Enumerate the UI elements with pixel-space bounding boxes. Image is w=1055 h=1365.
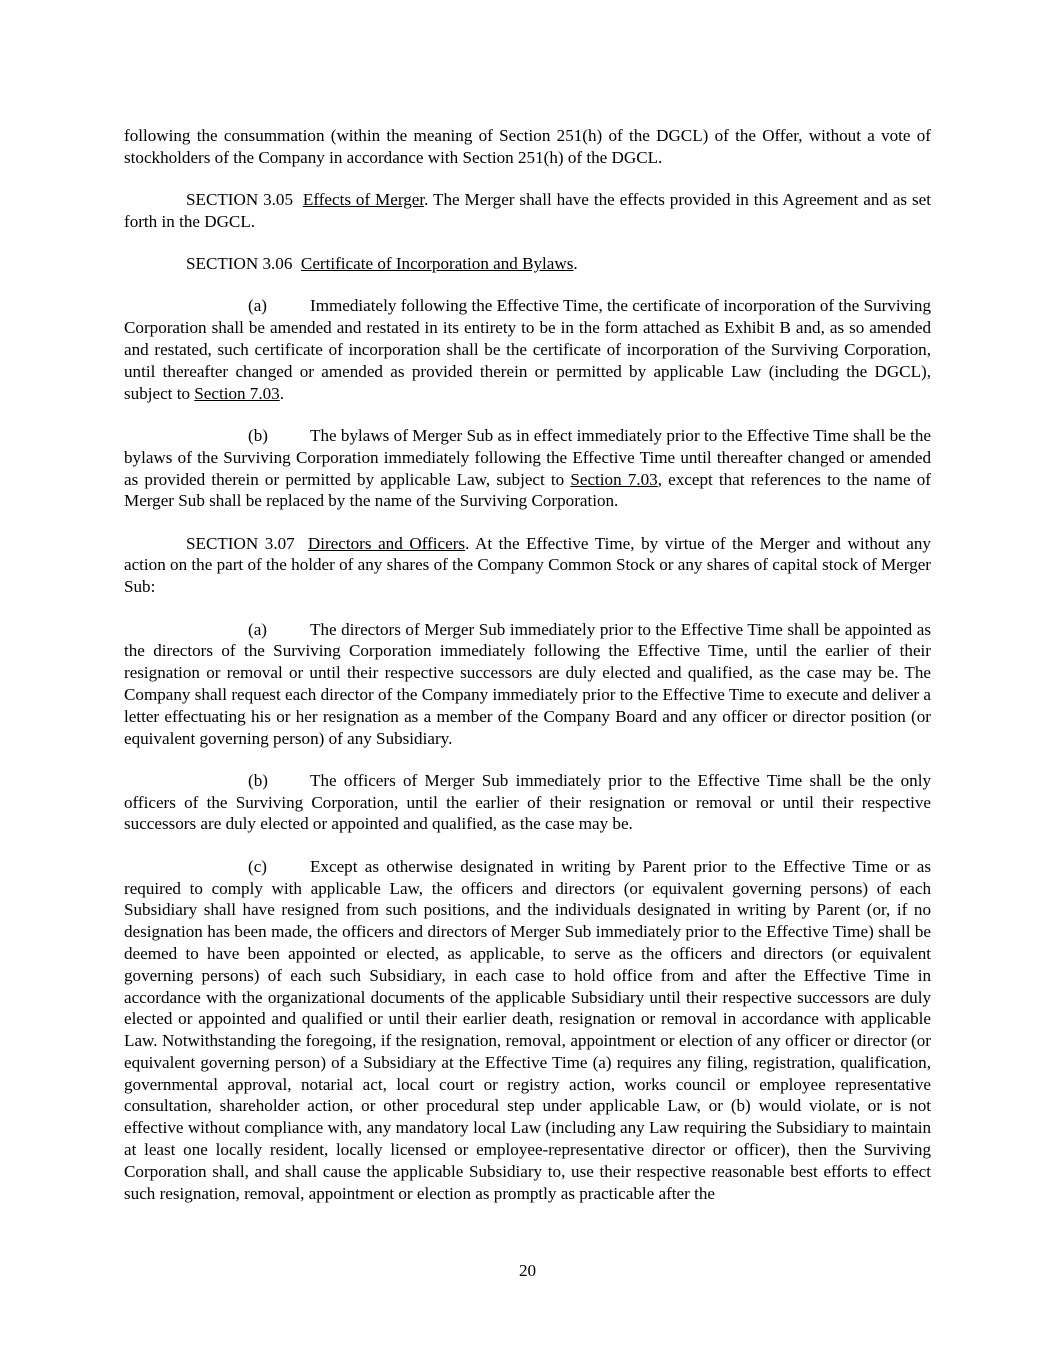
- subsection-3-06-a: [124, 295, 931, 404]
- section-3-05: [124, 189, 931, 233]
- subsection-text: The officers of Merger Sub immediately prior to the Effective Time shall be the only officers of the Surviving Corporation, until the earlier of their resignation or removal or until their respective successors are duly elected or appointed and qualified, as the case may be.: [124, 770, 931, 834]
- section-3-06: [124, 253, 931, 275]
- continuation-paragraph: following the consummation (within the meaning of Section 251(h) of the DGCL) of the Offer, without a vote of stockholders of the Company in accordance with Section 251(h) of the DGCL.: [124, 126, 931, 167]
- section-3-07: [124, 533, 931, 598]
- subsection-text: Except as otherwise designated in writing by Parent prior to the Effective Time or as required to comply with applicable Law, the officers and directors (or equivalent governing persons) of each Subsidiary shall have resigned from such positions, and the individuals designated in writing by Parent (or, if no designation has been made, the officers and directors of Merger Sub immediately prior to the Effective Time) shall be deemed to have been appointed or elected, as applicable, to serve as the officers and directors (or equivalent governing persons) of each such Subsidiary, in each case to hold office from and after the Effective Time in accordance with the organizational documents of the applicable Subsidiary until their respective successors are duly elected or appointed and qualified or until their earlier death, resignation or removal in accordance with applicable Law. Notwithstanding the foregoing, if the resignation, removal, appointment or election of any officer or director (or equivalent governing person) of a Subsidiary at the Effective Time (a) requires any filing, registration, qualification, governmental approval, notarial act, local court or registry action, works council or employee representative consultation, shareholder action, or other procedural step under applicable Law, or (b) would violate, or is not effective without compliance with, any mandatory local Law (including any Law requiring the Subsidiary to maintain at least one locally resident, locally licensed or employee-representative director or officer), then the Surviving Corporation shall, and shall cause the applicable Subsidiary to, use their respective reasonable best efforts to effect such resignation, removal, appointment or election as promptly as practicable after the: [124, 856, 931, 1203]
- section-number: SECTION 3.07: [186, 533, 295, 553]
- subsection-label: (a): [248, 619, 267, 639]
- section-text: . At the Effective Time, by virtue of the Merger and without any action on the part of the holder of any shares of the Company Common Stock or any shares of capital stock of Merger Sub:: [124, 533, 931, 597]
- subsection-3-07-a: [124, 619, 931, 750]
- section-heading: Certificate of Incorporation and Bylaws: [300, 254, 574, 274]
- section-text: .: [573, 254, 578, 274]
- section-number: SECTION 3.06: [186, 254, 293, 274]
- subsection-text: Immediately following the Effective Time, the certificate of incorporation of the Surviving Corporation shall be amended and restated in its entirety to be in the form attached as Exhibit B and, as so amended and restated, such certificate of incorporation shall be the certificate of incorporation of the Surviving Corporation, until thereafter changed or amended as provided therein or permitted by applicable Law (including the DGCL), subject to: [124, 296, 931, 403]
- subsection-label: (c): [248, 856, 267, 876]
- subsection-text: The directors of Merger Sub immediately prior to the Effective Time shall be appointed as the directors of the Surviving Corporation immediately following the Effective Time, until the earlier of their resignation or removal or until their respective successors are duly elected and qualified, as the case may be. The Company shall request each director of the Company immediately prior to the Effective Time to execute and deliver a letter effectuating his or her resignation as a member of the Company Board and any officer or director position (or equivalent governing person) of any Subsidiary.: [124, 619, 931, 748]
- section-heading: Effects of Merger: [302, 190, 425, 210]
- subsection-label: (b): [248, 770, 268, 790]
- section-heading: Directors and Officers: [307, 533, 466, 553]
- subsection-3-07-b: [124, 770, 931, 835]
- subsection-label: (a): [248, 296, 267, 316]
- subsection-tail: , except that references to the name of Merger Sub shall be replaced by the name of the Surviving Corporation.: [124, 469, 931, 511]
- subsection-label: (b): [248, 425, 268, 445]
- section-text: . The Merger shall have the effects provided in this Agreement and as set forth in the DGCL.: [124, 190, 931, 231]
- section-reference: Section 7.03: [570, 469, 658, 489]
- document-page: [124, 125, 931, 1204]
- subsection-tail: .: [279, 383, 285, 403]
- page-number: 20: [518, 1261, 537, 1280]
- subsection-text: The bylaws of Merger Sub as in effect immediately prior to the Effective Time shall be the bylaws of the Surviving Corporation immediately following the Effective Time until thereafter changed or amended as provided therein or permitted by applicable Law, subject to: [124, 425, 931, 489]
- section-reference: Section 7.03: [194, 383, 280, 403]
- subsection-3-06-b: [124, 425, 931, 512]
- section-number: SECTION 3.05: [186, 190, 294, 210]
- subsection-3-07-c: [124, 856, 931, 1205]
